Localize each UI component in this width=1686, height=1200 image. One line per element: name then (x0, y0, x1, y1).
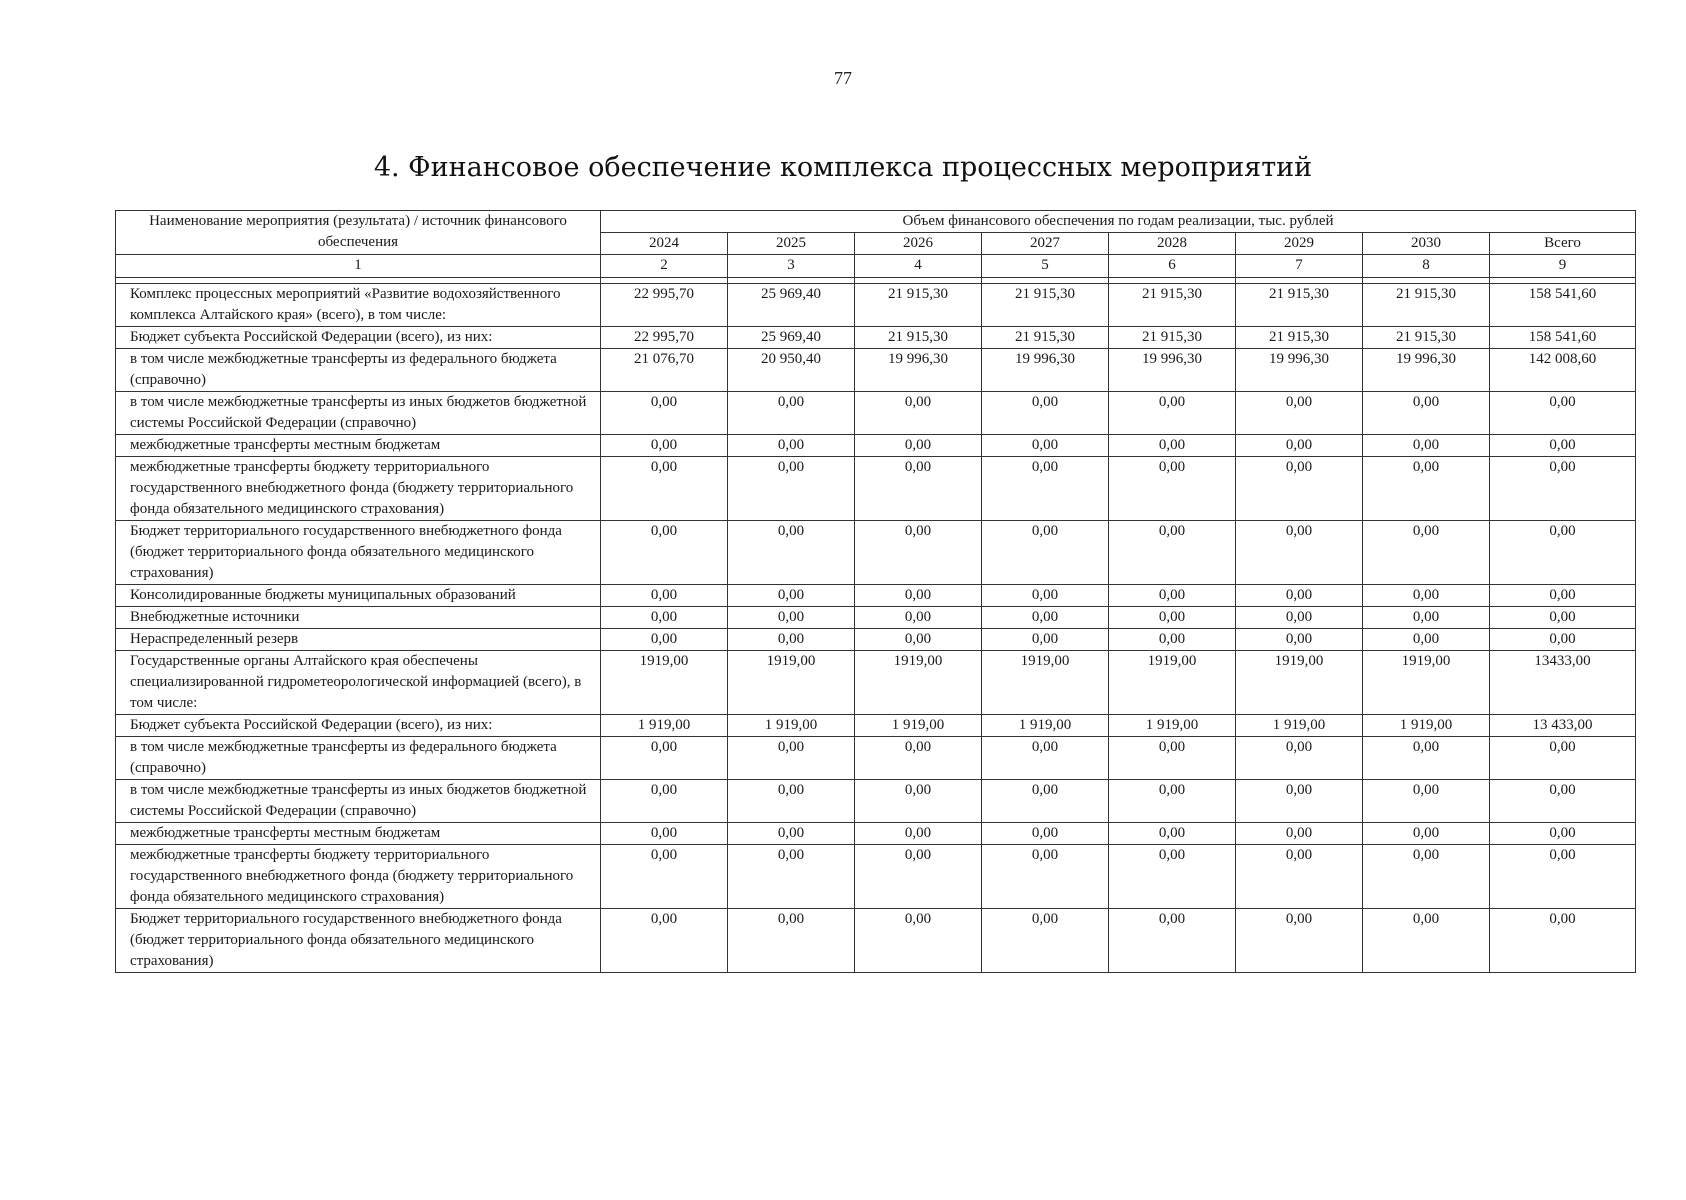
table-row (116, 585, 1636, 607)
row-name-cell: в том числе межбюджетные трансферты из федерального бюджета (справочно) (116, 737, 601, 780)
value-cell: 0,00 (728, 629, 855, 651)
value-cell: 0,00 (982, 435, 1109, 457)
value-cell: 0,00 (855, 823, 982, 845)
header-year-6: 2030 (1363, 233, 1490, 255)
value-cell: 0,00 (1490, 780, 1636, 823)
table-row (116, 651, 1636, 715)
header-year-0: 2024 (601, 233, 728, 255)
section-title: 4. Финансовое обеспечение комплекса процессных мероприятий (373, 152, 1313, 183)
value-cell: 0,00 (982, 909, 1109, 973)
value-cell: 0,00 (1363, 392, 1490, 435)
value-cell: 0,00 (728, 392, 855, 435)
value-cell: 0,00 (728, 823, 855, 845)
value-cell: 142 008,60 (1490, 349, 1636, 392)
value-cell: 21 915,30 (1236, 284, 1363, 327)
value-cell: 0,00 (855, 845, 982, 909)
value-cell: 0,00 (728, 521, 855, 585)
value-cell: 0,00 (728, 457, 855, 521)
value-cell: 0,00 (1109, 435, 1236, 457)
value-cell: 0,00 (982, 457, 1109, 521)
column-index-0: 1 (116, 255, 601, 278)
table-row (116, 629, 1636, 651)
row-name-cell: Нераспределенный резерв (116, 629, 601, 651)
value-cell: 21 915,30 (1109, 327, 1236, 349)
value-cell: 0,00 (601, 780, 728, 823)
table-row (116, 780, 1636, 823)
value-cell: 19 996,30 (1109, 349, 1236, 392)
value-cell: 1 919,00 (855, 715, 982, 737)
value-cell: 1 919,00 (1236, 715, 1363, 737)
value-cell: 1 919,00 (1109, 715, 1236, 737)
header-year-5: 2029 (1236, 233, 1363, 255)
table-row (116, 349, 1636, 392)
header-year-2: 2026 (855, 233, 982, 255)
value-cell: 0,00 (855, 521, 982, 585)
value-cell: 1 919,00 (728, 715, 855, 737)
value-cell: 0,00 (1109, 392, 1236, 435)
row-name-cell: межбюджетные трансферты местным бюджетам (116, 823, 601, 845)
row-name-cell: в том числе межбюджетные трансферты из иных бюджетов бюджетной системы Российской Федерации (справочно) (116, 780, 601, 823)
value-cell: 1919,00 (982, 651, 1109, 715)
row-name-cell: Внебюджетные источники (116, 607, 601, 629)
column-index-4: 5 (982, 255, 1109, 278)
value-cell: 0,00 (601, 521, 728, 585)
value-cell: 0,00 (982, 607, 1109, 629)
value-cell: 0,00 (1236, 909, 1363, 973)
value-cell: 0,00 (601, 737, 728, 780)
column-index-3: 4 (855, 255, 982, 278)
financing-table (115, 210, 1636, 973)
table-row (116, 435, 1636, 457)
value-cell: 0,00 (728, 780, 855, 823)
row-name-cell: Бюджет территориального государственного внебюджетного фонда (бюджет территориального фонда обязательного медицинского страхования) (116, 909, 601, 973)
value-cell: 0,00 (601, 392, 728, 435)
value-cell: 21 915,30 (1363, 284, 1490, 327)
value-cell: 19 996,30 (1363, 349, 1490, 392)
table-row (116, 909, 1636, 973)
header-year-7: Всего (1490, 233, 1636, 255)
value-cell: 0,00 (1236, 585, 1363, 607)
value-cell: 0,00 (855, 392, 982, 435)
column-index-7: 8 (1363, 255, 1490, 278)
value-cell: 1 919,00 (982, 715, 1109, 737)
value-cell: 0,00 (1490, 435, 1636, 457)
value-cell: 0,00 (1236, 823, 1363, 845)
value-cell: 1919,00 (601, 651, 728, 715)
value-cell: 0,00 (1236, 629, 1363, 651)
value-cell: 1919,00 (855, 651, 982, 715)
value-cell: 0,00 (982, 629, 1109, 651)
value-cell: 0,00 (601, 607, 728, 629)
value-cell: 0,00 (1363, 521, 1490, 585)
column-index-6: 7 (1236, 255, 1363, 278)
value-cell: 0,00 (1490, 521, 1636, 585)
value-cell: 0,00 (855, 457, 982, 521)
value-cell: 158 541,60 (1490, 284, 1636, 327)
value-cell: 0,00 (728, 435, 855, 457)
value-cell: 0,00 (601, 457, 728, 521)
value-cell: 0,00 (1363, 585, 1490, 607)
table-body (116, 278, 1636, 973)
value-cell: 0,00 (1109, 521, 1236, 585)
row-name-cell: Бюджет субъекта Российской Федерации (всего), из них: (116, 327, 601, 349)
value-cell: 0,00 (1490, 457, 1636, 521)
value-cell: 0,00 (982, 845, 1109, 909)
table-row (116, 521, 1636, 585)
row-name-cell: в том числе межбюджетные трансферты из федерального бюджета (справочно) (116, 349, 601, 392)
value-cell: 22 995,70 (601, 284, 728, 327)
value-cell: 1 919,00 (1363, 715, 1490, 737)
value-cell: 0,00 (855, 435, 982, 457)
row-name-cell: Бюджет территориального государственного внебюджетного фонда (бюджет территориального фонда обязательного медицинского страхования) (116, 521, 601, 585)
value-cell: 0,00 (1109, 845, 1236, 909)
value-cell: 0,00 (1236, 457, 1363, 521)
value-cell: 0,00 (982, 780, 1109, 823)
value-cell: 0,00 (855, 780, 982, 823)
value-cell: 21 915,30 (1236, 327, 1363, 349)
value-cell: 0,00 (1109, 585, 1236, 607)
value-cell: 20 950,40 (728, 349, 855, 392)
value-cell: 0,00 (728, 845, 855, 909)
value-cell: 0,00 (855, 585, 982, 607)
row-name-cell: межбюджетные трансферты местным бюджетам (116, 435, 601, 457)
value-cell: 0,00 (1363, 607, 1490, 629)
value-cell: 0,00 (1363, 629, 1490, 651)
value-cell: 0,00 (1363, 823, 1490, 845)
value-cell: 0,00 (982, 521, 1109, 585)
column-index-1: 2 (601, 255, 728, 278)
header-year-4: 2028 (1109, 233, 1236, 255)
table-row (116, 327, 1636, 349)
value-cell: 0,00 (1236, 521, 1363, 585)
value-cell: 0,00 (1109, 780, 1236, 823)
value-cell: 158 541,60 (1490, 327, 1636, 349)
value-cell: 0,00 (1490, 607, 1636, 629)
value-cell: 0,00 (1109, 607, 1236, 629)
value-cell: 0,00 (601, 823, 728, 845)
value-cell: 0,00 (728, 607, 855, 629)
table-row (116, 737, 1636, 780)
header-index-row (116, 255, 1636, 278)
value-cell: 0,00 (1109, 457, 1236, 521)
value-cell: 0,00 (1363, 457, 1490, 521)
value-cell: 0,00 (855, 737, 982, 780)
value-cell: 0,00 (1109, 629, 1236, 651)
value-cell: 0,00 (1109, 823, 1236, 845)
value-cell: 0,00 (728, 585, 855, 607)
value-cell: 1919,00 (1363, 651, 1490, 715)
row-name-cell: Комплекс процессных мероприятий «Развитие водохозяйственного комплекса Алтайского края» (всего), в том числе: (116, 284, 601, 327)
table-row (116, 715, 1636, 737)
value-cell: 1 919,00 (601, 715, 728, 737)
column-index-2: 3 (728, 255, 855, 278)
value-cell: 0,00 (1236, 392, 1363, 435)
column-index-8: 9 (1490, 255, 1636, 278)
header-volume-group: Объем финансового обеспечения по годам реализации, тыс. рублей (601, 211, 1636, 233)
table-row (116, 607, 1636, 629)
value-cell: 0,00 (1490, 392, 1636, 435)
value-cell: 1919,00 (1109, 651, 1236, 715)
value-cell: 25 969,40 (728, 327, 855, 349)
value-cell: 1919,00 (728, 651, 855, 715)
value-cell: 0,00 (1236, 607, 1363, 629)
value-cell: 0,00 (601, 909, 728, 973)
value-cell: 0,00 (1490, 823, 1636, 845)
value-cell: 0,00 (982, 823, 1109, 845)
table-row (116, 457, 1636, 521)
table-header (116, 211, 1636, 278)
row-name-cell: Консолидированные бюджеты муниципальных образований (116, 585, 601, 607)
table-row (116, 823, 1636, 845)
value-cell: 19 996,30 (1236, 349, 1363, 392)
value-cell: 19 996,30 (982, 349, 1109, 392)
value-cell: 19 996,30 (855, 349, 982, 392)
value-cell: 0,00 (1363, 737, 1490, 780)
value-cell: 0,00 (728, 909, 855, 973)
value-cell: 0,00 (601, 629, 728, 651)
value-cell: 0,00 (982, 392, 1109, 435)
value-cell: 25 969,40 (728, 284, 855, 327)
row-name-cell: в том числе межбюджетные трансферты из иных бюджетов бюджетной системы Российской Федерации (справочно) (116, 392, 601, 435)
value-cell: 0,00 (1236, 845, 1363, 909)
value-cell: 0,00 (1109, 737, 1236, 780)
value-cell: 21 915,30 (1363, 327, 1490, 349)
value-cell: 0,00 (601, 435, 728, 457)
value-cell: 0,00 (728, 737, 855, 780)
value-cell: 0,00 (1236, 780, 1363, 823)
value-cell: 0,00 (1109, 909, 1236, 973)
table-row (116, 392, 1636, 435)
value-cell: 0,00 (855, 607, 982, 629)
header-year-3: 2027 (982, 233, 1109, 255)
row-name-cell: межбюджетные трансферты бюджету территориального государственного внебюджетного фонда (бюджету территориального фонда обязательного медицинского страхования) (116, 457, 601, 521)
value-cell: 22 995,70 (601, 327, 728, 349)
value-cell: 21 915,30 (855, 284, 982, 327)
value-cell: 0,00 (1363, 909, 1490, 973)
header-name-column: Наименование мероприятия (результата) / источник финансового обеспечения (116, 211, 601, 255)
table-row (116, 284, 1636, 327)
value-cell: 13 433,00 (1490, 715, 1636, 737)
row-name-cell: Государственные органы Алтайского края обеспечены специализированной гидрометеорологической информацией (всего), в том числе: (116, 651, 601, 715)
value-cell: 1919,00 (1236, 651, 1363, 715)
header-year-1: 2025 (728, 233, 855, 255)
value-cell: 21 915,30 (982, 327, 1109, 349)
value-cell: 0,00 (1490, 629, 1636, 651)
value-cell: 0,00 (1490, 585, 1636, 607)
value-cell: 21 915,30 (855, 327, 982, 349)
value-cell: 0,00 (601, 585, 728, 607)
value-cell: 0,00 (1363, 780, 1490, 823)
value-cell: 0,00 (982, 585, 1109, 607)
value-cell: 0,00 (1490, 845, 1636, 909)
row-name-cell: межбюджетные трансферты бюджету территориального государственного внебюджетного фонда (бюджету территориального фонда обязательного медицинского страхования) (116, 845, 601, 909)
value-cell: 21 076,70 (601, 349, 728, 392)
page-number: 77 (834, 68, 852, 88)
value-cell: 21 915,30 (1109, 284, 1236, 327)
table-row (116, 845, 1636, 909)
value-cell: 0,00 (1236, 737, 1363, 780)
value-cell: 21 915,30 (982, 284, 1109, 327)
column-index-5: 6 (1109, 255, 1236, 278)
value-cell: 0,00 (601, 845, 728, 909)
value-cell: 0,00 (1490, 909, 1636, 973)
value-cell: 0,00 (982, 737, 1109, 780)
value-cell: 0,00 (1363, 845, 1490, 909)
value-cell: 0,00 (1490, 737, 1636, 780)
value-cell: 0,00 (855, 629, 982, 651)
value-cell: 0,00 (1363, 435, 1490, 457)
value-cell: 0,00 (1236, 435, 1363, 457)
value-cell: 13433,00 (1490, 651, 1636, 715)
row-name-cell: Бюджет субъекта Российской Федерации (всего), из них: (116, 715, 601, 737)
value-cell: 0,00 (855, 909, 982, 973)
